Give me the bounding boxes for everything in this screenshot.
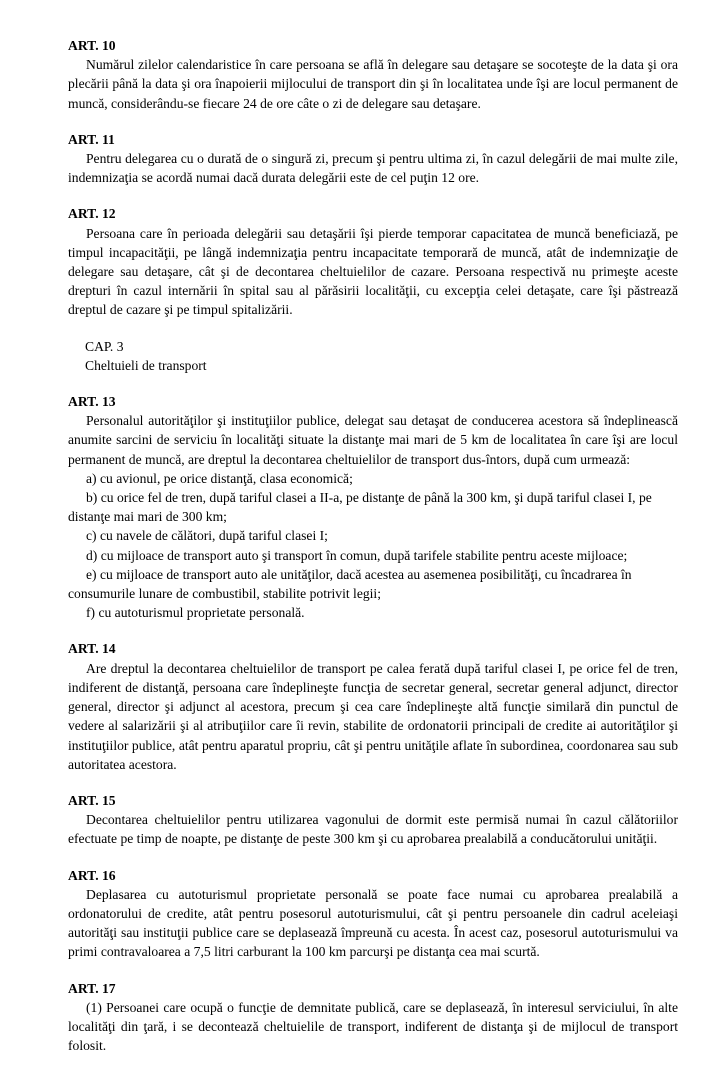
transport-list bbox=[68, 469, 678, 623]
article-12 bbox=[68, 204, 678, 319]
article-11 bbox=[68, 130, 678, 188]
article-heading: ART. 12 bbox=[68, 206, 116, 222]
article-text: Are dreptul la decontarea cheltuielilor de transport pe calea ferată după tariful clasei I, pe orice fel de tren, indiferent de distanţă, persoana care îndeplineşte funcţia de secretar general, secretar general adjunct, director general, director şi adjunct al acestora, precum şi cea care îndeplineşte altă funcţie similară din punctul de vedere al salarizării şi al atribuţiilor care îi revin, stabilite de ordonatorii principali de credite ai autorităţilor şi instituţiilor publice, atât pentru aparatul propriu, cât şi pentru unităţile aflate în subordinea, coordonarea sau sub autoritatea acestora. bbox=[68, 660, 678, 772]
chapter-title: Cheltuieli de transport bbox=[85, 357, 207, 373]
chapter-number: CAP. 3 bbox=[85, 338, 124, 354]
article-heading: ART. 15 bbox=[68, 792, 116, 808]
list-item: c) cu navele de călători, după tariful clasei I; bbox=[86, 528, 328, 544]
article-14 bbox=[68, 639, 678, 773]
list-item: f) cu autoturismul proprietate personală. bbox=[86, 605, 305, 621]
article-text: Pentru delegarea cu o durată de o singură zi, precum şi pentru ultima zi, în cazul delegării de mai multe zile, indemnizaţia se acordă numai dacă durata delegării este de cel puţin 12 ore. bbox=[68, 151, 678, 186]
article-text: Deplasarea cu autoturismul proprietate personală se poate face numai cu aprobarea prealabilă a ordonatorului de credite, atât pentru posesorul autoturismului, cât şi pentru persoanele din cadrul aceleiaşi autorităţi sau instituţii publice care se deplasează împreună cu acesta. În acest caz, posesorul autoturismului va primi contravaloarea a 7,5 litri carburant la 100 km parcurşi pe distanţa cea mai scurtă. bbox=[68, 886, 678, 960]
list-item: e) cu mijloace de transport auto ale unităţilor, dacă acestea au asemenea posibilităţi, cu încadrarea în consumurile lunare de combustibil, stabilite potrivit legii; bbox=[68, 566, 632, 602]
list-item: d) cu mijloace de transport auto şi transport în comun, după tarifele stabilite pentru aceste mijloace; bbox=[86, 547, 628, 563]
article-16 bbox=[68, 866, 678, 962]
article-13 bbox=[68, 392, 678, 622]
article-heading: ART. 13 bbox=[68, 394, 116, 410]
article-text: Personalul autorităţilor şi instituţiilor publice, delegat sau detaşat de conducerea acestora să îndeplinească anumite sarcini de serviciu în localităţi situate la distanţe mai mari de 5 km de localitatea în care îşi are locul permanent de muncă, are dreptul la decontarea cheltuielilor de transport dus-întors, după cum urmează: bbox=[68, 413, 678, 467]
list-item: b) cu orice fel de tren, după tariful clasei a II-a, pe distanţe de până la 300 km, şi după tariful clasei I, pe distanţe mai mari de 300 km; bbox=[68, 490, 652, 525]
document-page bbox=[68, 36, 678, 1072]
article-text: Numărul zilelor calendaristice în care persoana se află în delegare sau detaşare se socoteşte de la data şi ora plecării până la data şi ora înapoierii mijlocului de transport din şi în localitatea unde îşi are locul permanent de muncă, considerându-se fiecare 24 de ore câte o zi de delegare sau detaşare. bbox=[68, 57, 678, 111]
article-heading: ART. 17 bbox=[68, 980, 116, 996]
article-heading: ART. 16 bbox=[68, 867, 116, 883]
article-15 bbox=[68, 791, 678, 849]
article-heading: ART. 14 bbox=[68, 641, 116, 657]
article-heading: ART. 10 bbox=[68, 38, 116, 53]
article-text: (1) Persoanei care ocupă o funcţie de demnitate publică, care se deplasează, în interesul serviciului, în alte localităţi din ţară, i se decontează cheltuielile de transport, indiferent de distanţa şi de mijlocul de transport folosit. bbox=[68, 999, 678, 1054]
article-10 bbox=[68, 36, 678, 113]
article-heading: ART. 11 bbox=[68, 131, 115, 147]
list-item: a) cu avionul, pe orice distanţă, clasa economică; bbox=[86, 470, 353, 486]
article-17 bbox=[68, 979, 678, 1056]
article-text: Decontarea cheltuielilor pentru utilizarea vagonului de dormit este permisă numai în cazul călătoriilor efectuate pe timp de noapte, pe distanţe de peste 300 km şi cu aprobarea prealabilă a conducătorului unităţii. bbox=[68, 812, 678, 847]
chapter-heading bbox=[68, 337, 678, 375]
article-text: Persoana care în perioada delegării sau detaşării îşi pierde temporar capacitatea de muncă beneficiază, pe timpul incapacităţii, pe lângă indemnizaţia pentru incapacitate temporară de muncă, atât de indemnizaţie de delegare sau detaşare, cât şi de decontarea cheltuielilor de cazare. Persoana respectivă nu primeşte aceste drepturi în cazul internării în spital sau al părăsirii localităţii, cu excepţia celei detaşate, care îşi păstrează dreptul de cazare şi pe timpul spitalizării. bbox=[68, 225, 678, 318]
